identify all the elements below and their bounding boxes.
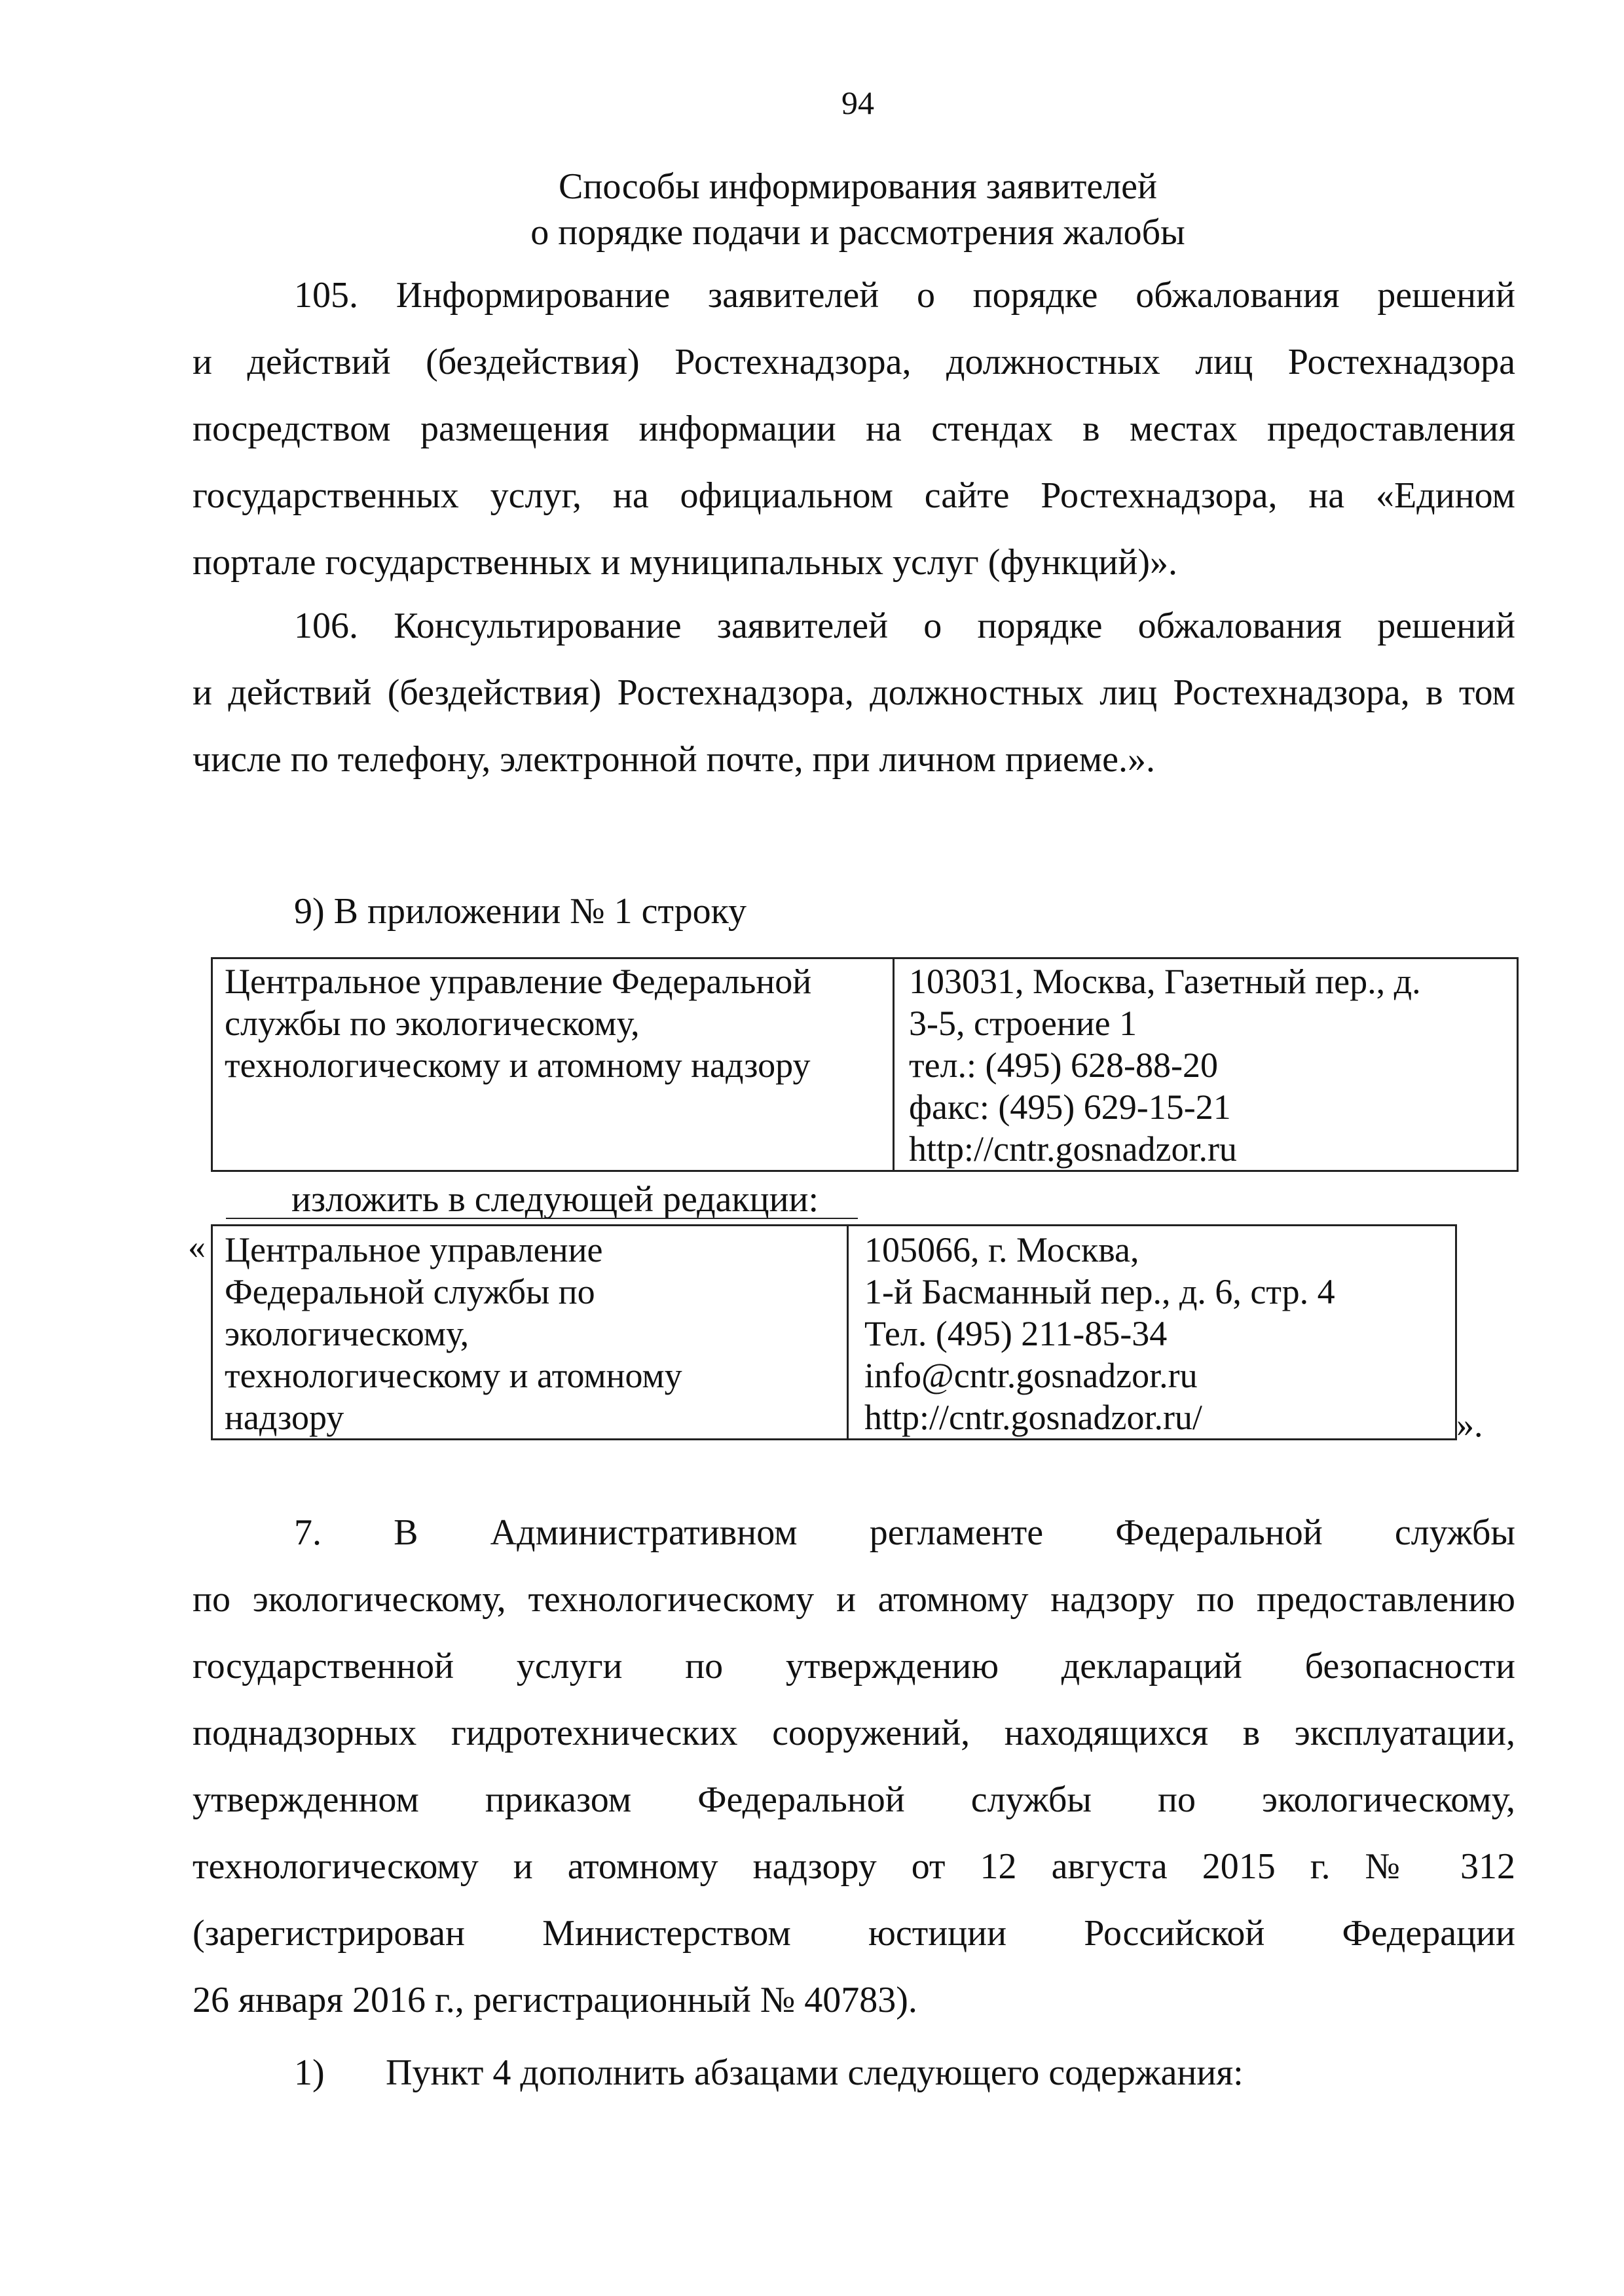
section-heading: [0, 164, 1624, 255]
paragraph-line: 7. В Административном регламенте Федеральной службы: [294, 1512, 1515, 1553]
section-heading-line-1: Способы информирования заявителей: [559, 166, 1157, 207]
paragraph-line: поднадзорных гидротехнических сооружений, находящихся в эксплуатации,: [193, 1713, 1515, 1753]
table-cell-line: 1-й Басманный пер., д. 6, стр. 4: [864, 1272, 1335, 1311]
divider: [226, 1218, 858, 1219]
table-cell-line: Федеральной службы по: [225, 1272, 595, 1311]
paragraph-line: 106. Консультирование заявителей о порядке обжалования решений: [294, 606, 1515, 646]
table-cell-line: службы по экологическому,: [225, 1004, 640, 1043]
table-cell-line: технологическому и атомному надзору: [225, 1046, 811, 1085]
amendment-intro: 9) В приложении № 1 строку: [294, 891, 747, 932]
url-text: http://cntr.gosnadzor.ru: [909, 1129, 1237, 1169]
table-cell-line: Центральное управление Федеральной: [225, 962, 812, 1001]
table-cell-line: 105066, г. Москва,: [864, 1230, 1139, 1269]
table-cell-line: надзору: [225, 1398, 344, 1437]
paragraph-line: (зарегистрирован Министерством юстиции Российской Федерации: [193, 1913, 1515, 1954]
table-cell-line: факс: (495) 629-15-21: [909, 1087, 1231, 1127]
paragraph-line: и действий (бездействия) Ростехнадзора, должностных лиц Ростехнадзора, в том: [193, 672, 1515, 713]
paragraph-line: утвержденном приказом Федеральной службы по экологическому,: [193, 1779, 1515, 1820]
paragraph-line: технологическому и атомному надзору от 12 августа 2015 г. № 312: [193, 1846, 1515, 1887]
close-quote: ».: [1456, 1405, 1483, 1444]
table-cell-line: 3-5, строение 1: [909, 1004, 1137, 1043]
new-row-name-cell: [212, 1226, 848, 1440]
old-row-contact-cell: [894, 958, 1518, 1171]
table-row: [212, 958, 1518, 1171]
item-1-number: 1): [294, 2052, 325, 2093]
paragraph-line: посредством размещения информации на стендах в местах предоставления: [193, 409, 1515, 449]
table-cell-line: экологическому,: [225, 1314, 470, 1353]
old-row-table: [211, 957, 1519, 1172]
new-row-table: [211, 1224, 1457, 1440]
table-cell-line: 103031, Москва, Газетный пер., д.: [909, 962, 1421, 1001]
paragraph-line: портале государственных и муниципальных услуг (функций)».: [193, 542, 1178, 583]
paragraph-line: государственных услуг, на официальном сайте Ростехнадзора, на «Едином: [193, 475, 1515, 516]
paragraph-106: [193, 592, 1515, 793]
page-number: 94: [841, 84, 874, 121]
paragraph-line: государственной услуги по утверждению деклараций безопасности: [193, 1646, 1515, 1686]
open-quote: «: [188, 1227, 206, 1266]
paragraph-line: и действий (бездействия) Ростехнадзора, должностных лиц Ростехнадзора: [193, 342, 1515, 382]
item-1: [193, 2039, 1515, 2106]
item-1-text: Пункт 4 дополнить абзацами следующего содержания:: [386, 2052, 1244, 2093]
amendment-after-text: [291, 1178, 819, 1220]
table-cell-line: технологическому и атомному: [225, 1356, 682, 1395]
table-cell-line: тел.: (495) 628-88-20: [909, 1046, 1218, 1085]
email-text: info@cntr.gosnadzor.ru: [864, 1356, 1198, 1395]
paragraph-line: 105. Информирование заявителей о порядке обжалования решений: [294, 275, 1515, 316]
table-cell-line: Центральное управление: [225, 1230, 603, 1269]
new-row-contact-cell: [848, 1226, 1456, 1440]
paragraph-line: по экологическому, технологическому и атомному надзору по предоставлению: [193, 1579, 1515, 1620]
table-row: [212, 1226, 1456, 1440]
paragraph-line: 26 января 2016 г., регистрационный № 40783).: [193, 1980, 917, 2020]
url-text: http://cntr.gosnadzor.ru/: [864, 1398, 1202, 1437]
paragraph-7: [193, 1499, 1515, 2033]
amendment-after-label: изложить в следующей редакции:: [291, 1179, 819, 1220]
old-row-name-cell: [212, 958, 894, 1171]
section-heading-line-2: о порядке подачи и рассмотрения жалобы: [530, 212, 1185, 253]
table-cell-line: Тел. (495) 211-85-34: [864, 1314, 1168, 1353]
item-1-line: [193, 2039, 1515, 2106]
paragraph-line: числе по телефону, электронной почте, при личном приеме.».: [193, 739, 1156, 780]
paragraph-105: [193, 262, 1515, 596]
